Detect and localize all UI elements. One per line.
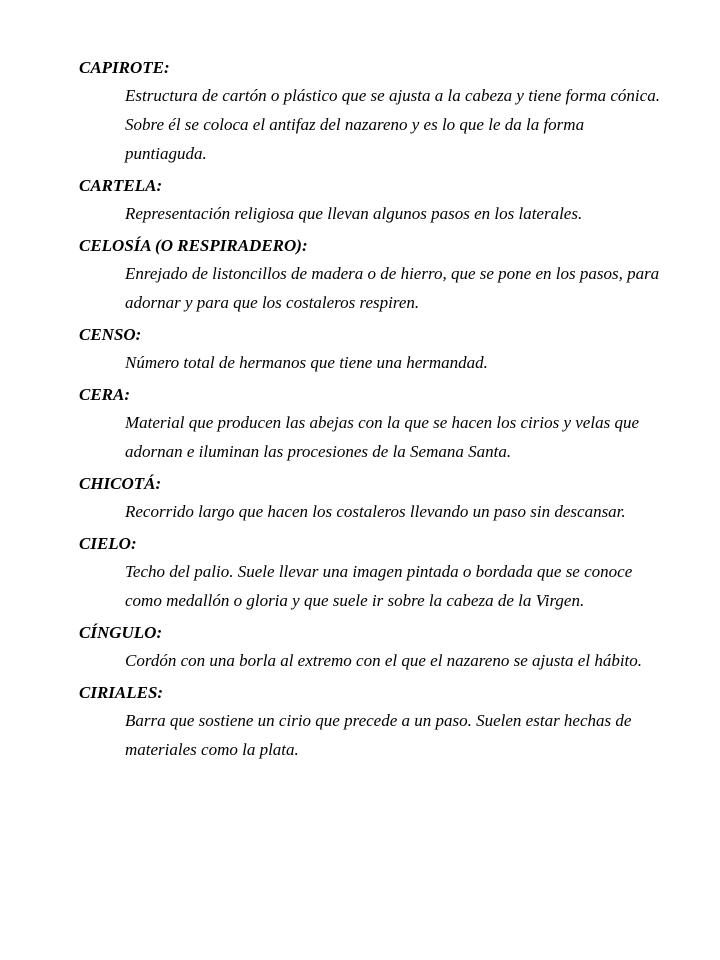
glossary-entry-celosia xyxy=(79,234,689,317)
glossary-definition: Recorrido largo que hacen los costaleros llevando un paso sin descansar. xyxy=(125,502,626,521)
glossary-page xyxy=(79,56,689,770)
glossary-definition: Barra que sostiene un cirio que precede a un paso. Suelen estar hechas de materiales como la plata. xyxy=(125,711,632,759)
glossary-term: CENSO: xyxy=(79,325,142,344)
glossary-entry-capirote xyxy=(79,56,689,168)
glossary-definition: Cordón con una borla al extremo con el que el nazareno se ajusta el hábito. xyxy=(125,651,643,670)
glossary-term: CELOSÍA (O RESPIRADERO): xyxy=(79,236,308,255)
glossary-entry-censo xyxy=(79,323,689,377)
glossary-term: CAPIROTE: xyxy=(79,58,170,77)
glossary-term: CARTELA: xyxy=(79,176,163,195)
glossary-entry-chicota xyxy=(79,472,689,526)
glossary-definition: Techo del palio. Suele llevar una imagen pintada o bordada que se conoce como medallón o gloria y que suele ir sobre la cabeza de la Virgen. xyxy=(125,562,633,610)
glossary-definition: Enrejado de listoncillos de madera o de hierro, que se pone en los pasos, para adornar y para que los costaleros respiren. xyxy=(125,264,660,312)
glossary-term: CIELO: xyxy=(79,534,137,553)
glossary-entry-cingulo xyxy=(79,621,689,675)
glossary-term: CÍNGULO: xyxy=(79,623,163,642)
glossary-entry-cielo xyxy=(79,532,689,615)
glossary-definition: Representación religiosa que llevan algunos pasos en los laterales. xyxy=(125,204,583,223)
glossary-entry-ciriales xyxy=(79,681,689,764)
glossary-entry-cartela xyxy=(79,174,689,228)
glossary-term: CIRIALES: xyxy=(79,683,164,702)
glossary-definition: Material que producen las abejas con la que se hacen los cirios y velas que adornan e iluminan las procesiones de la Semana Santa. xyxy=(125,413,639,461)
glossary-term: CHICOTÁ: xyxy=(79,474,162,493)
glossary-entry-cera xyxy=(79,383,689,466)
glossary-definition: Número total de hermanos que tiene una hermandad. xyxy=(125,353,488,372)
glossary-term: CERA: xyxy=(79,385,131,404)
glossary-definition: Estructura de cartón o plástico que se ajusta a la cabeza y tiene forma cónica. Sobre él se coloca el antifaz del nazareno y es lo que le da la forma puntiaguda. xyxy=(125,86,660,163)
